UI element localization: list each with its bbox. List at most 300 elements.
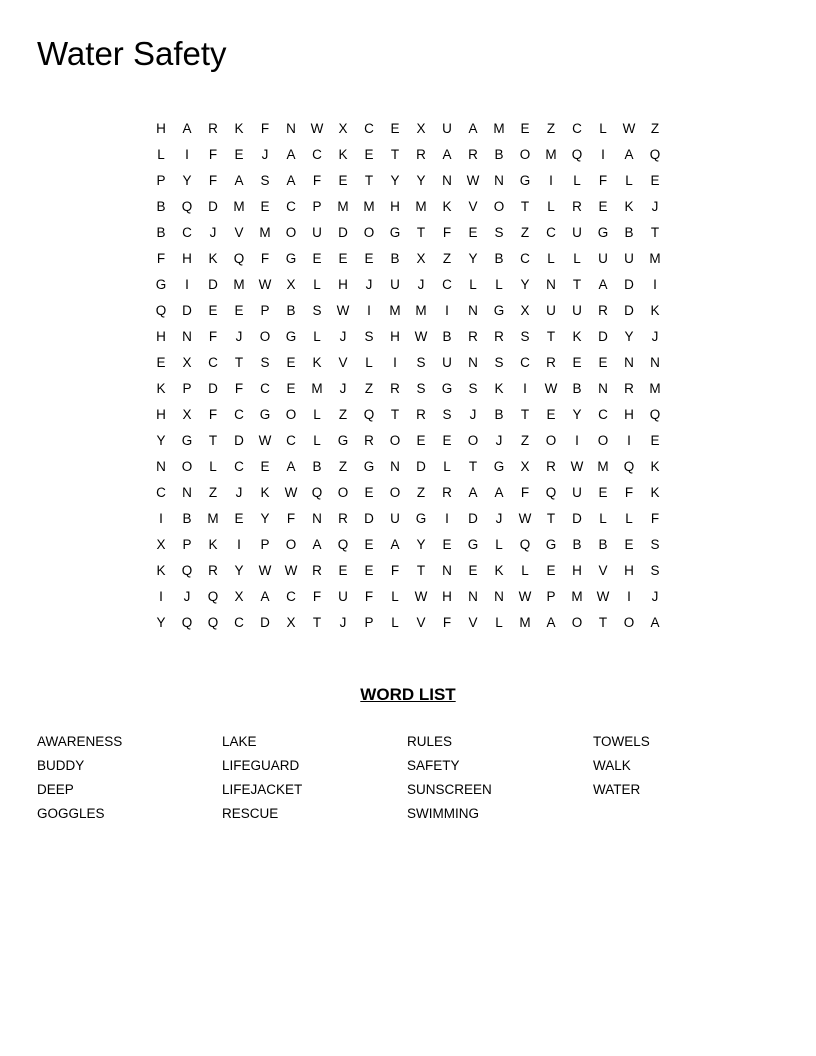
- grid-letter: H: [156, 407, 166, 422]
- grid-letter: J: [651, 589, 659, 604]
- grid-letter: N: [624, 355, 634, 370]
- grid-letter: O: [363, 225, 375, 240]
- grid-letter: A: [546, 615, 556, 630]
- grid-letter: J: [339, 381, 347, 396]
- grid-letter: G: [181, 433, 193, 448]
- grid-letter: Z: [442, 251, 452, 266]
- grid-letter: X: [182, 355, 192, 370]
- grid-letter: L: [313, 277, 321, 292]
- grid-row: [148, 402, 668, 428]
- grid-letter: Y: [468, 251, 478, 266]
- grid-letter: L: [365, 355, 373, 370]
- grid-letter: N: [442, 173, 452, 188]
- grid-letter: B: [494, 407, 504, 422]
- grid-letter: I: [367, 303, 371, 318]
- grid-letter: H: [156, 121, 166, 136]
- grid-letter: B: [494, 251, 504, 266]
- grid-letter: M: [545, 147, 557, 162]
- grid-letter: E: [442, 433, 452, 448]
- grid-letter: E: [520, 121, 530, 136]
- grid-letter: S: [260, 355, 270, 370]
- grid-letter: E: [416, 433, 426, 448]
- grid-letter: L: [573, 251, 581, 266]
- grid-letter: N: [286, 121, 296, 136]
- grid-letter: C: [520, 355, 530, 370]
- grid-letter: H: [442, 589, 452, 604]
- grid-letter: O: [545, 433, 557, 448]
- word-list-column: [222, 730, 402, 826]
- grid-letter: B: [442, 329, 452, 344]
- grid-letter: X: [416, 121, 426, 136]
- grid-letter: E: [650, 433, 660, 448]
- grid-letter: M: [493, 121, 505, 136]
- grid-letter: D: [208, 199, 218, 214]
- word-list-item: GOGGLES: [37, 806, 105, 821]
- grid-letter: W: [336, 303, 350, 318]
- grid-letter: E: [546, 407, 556, 422]
- grid-letter: A: [650, 615, 660, 630]
- grid-letter: Z: [338, 459, 348, 474]
- grid-letter: T: [312, 615, 322, 630]
- grid-letter: B: [390, 251, 400, 266]
- grid-letter: N: [494, 589, 504, 604]
- grid-letter: U: [598, 251, 608, 266]
- grid-letter: K: [338, 147, 348, 162]
- grid-letter: O: [285, 407, 297, 422]
- grid-letter: A: [312, 537, 322, 552]
- grid-letter: B: [598, 537, 608, 552]
- grid-letter: E: [338, 173, 348, 188]
- grid-letter: S: [468, 381, 478, 396]
- grid-letter: D: [338, 225, 348, 240]
- grid-letter: K: [156, 381, 166, 396]
- word-list-item: TOWELS: [593, 734, 650, 749]
- grid-letter: W: [258, 563, 272, 578]
- grid-letter: T: [234, 355, 244, 370]
- word-list-item: SAFETY: [407, 758, 460, 773]
- grid-letter: A: [468, 121, 478, 136]
- grid-letter: A: [494, 485, 504, 500]
- grid-letter: Y: [156, 433, 166, 448]
- grid-letter: J: [339, 615, 347, 630]
- grid-letter: O: [597, 433, 609, 448]
- grid-letter: L: [313, 407, 321, 422]
- grid-letter: S: [494, 355, 504, 370]
- word-list-item: SWIMMING: [407, 806, 479, 821]
- grid-letter: J: [339, 329, 347, 344]
- grid-letter: B: [156, 225, 166, 240]
- grid-letter: A: [286, 459, 296, 474]
- grid-row: [148, 298, 668, 324]
- grid-letter: V: [234, 225, 244, 240]
- grid-letter: F: [624, 485, 634, 500]
- grid-row: [148, 506, 668, 532]
- grid-letter: E: [234, 511, 244, 526]
- grid-letter: H: [390, 199, 400, 214]
- grid-letter: F: [442, 225, 452, 240]
- grid-letter: N: [390, 459, 400, 474]
- grid-letter: C: [286, 199, 296, 214]
- grid-letter: F: [208, 173, 218, 188]
- grid-letter: R: [338, 511, 348, 526]
- grid-letter: C: [312, 147, 322, 162]
- grid-letter: Y: [390, 173, 400, 188]
- grid-letter: R: [546, 459, 556, 474]
- grid-letter: T: [416, 563, 426, 578]
- grid-letter: E: [546, 563, 556, 578]
- grid-letter: W: [518, 511, 532, 526]
- grid-letter: G: [389, 225, 401, 240]
- grid-row: [148, 584, 668, 610]
- grid-letter: E: [650, 173, 660, 188]
- grid-letter: H: [390, 329, 400, 344]
- grid-letter: K: [234, 121, 244, 136]
- grid-letter: V: [468, 199, 478, 214]
- grid-letter: N: [546, 277, 556, 292]
- word-list-item: SUNSCREEN: [407, 782, 492, 797]
- grid-letter: E: [572, 355, 582, 370]
- grid-letter: N: [182, 329, 192, 344]
- grid-letter: Q: [181, 615, 193, 630]
- grid-letter: O: [285, 225, 297, 240]
- grid-row: [148, 610, 668, 636]
- word-list-item: WATER: [593, 782, 641, 797]
- grid-letter: E: [468, 225, 478, 240]
- grid-letter: L: [495, 537, 503, 552]
- grid-letter: L: [469, 277, 477, 292]
- grid-letter: C: [286, 589, 296, 604]
- grid-letter: R: [208, 121, 218, 136]
- grid-letter: C: [182, 225, 192, 240]
- grid-row: [148, 246, 668, 272]
- grid-letter: Z: [364, 381, 374, 396]
- grid-letter: R: [208, 563, 218, 578]
- grid-letter: E: [364, 485, 374, 500]
- grid-letter: A: [442, 147, 452, 162]
- grid-letter: W: [258, 277, 272, 292]
- grid-letter: W: [414, 329, 428, 344]
- grid-letter: L: [157, 147, 165, 162]
- grid-letter: F: [208, 329, 218, 344]
- grid-letter: A: [468, 485, 478, 500]
- grid-letter: B: [286, 303, 296, 318]
- grid-letter: F: [208, 147, 218, 162]
- grid-letter: L: [313, 329, 321, 344]
- grid-letter: O: [467, 433, 479, 448]
- grid-letter: J: [469, 407, 477, 422]
- grid-letter: I: [627, 433, 631, 448]
- word-list-item: AWARENESS: [37, 734, 123, 749]
- grid-letter: S: [260, 173, 270, 188]
- grid-letter: I: [159, 511, 163, 526]
- grid-letter: H: [156, 329, 166, 344]
- grid-letter: A: [182, 121, 192, 136]
- grid-letter: O: [389, 433, 401, 448]
- grid-letter: N: [494, 173, 504, 188]
- grid-letter: E: [286, 381, 296, 396]
- grid-letter: D: [364, 511, 374, 526]
- grid-letter: I: [549, 173, 553, 188]
- grid-letter: Y: [624, 329, 634, 344]
- grid-row: [148, 480, 668, 506]
- grid-letter: P: [260, 303, 270, 318]
- grid-letter: X: [182, 407, 192, 422]
- grid-letter: P: [182, 381, 192, 396]
- grid-letter: D: [208, 277, 218, 292]
- grid-letter: U: [572, 485, 582, 500]
- grid-letter: P: [546, 589, 556, 604]
- grid-letter: U: [390, 511, 400, 526]
- grid-letter: P: [182, 537, 192, 552]
- grid-letter: Y: [156, 615, 166, 630]
- grid-letter: L: [313, 433, 321, 448]
- grid-letter: N: [468, 355, 478, 370]
- grid-letter: G: [155, 277, 167, 292]
- grid-row: [148, 454, 668, 480]
- grid-letter: R: [364, 433, 374, 448]
- grid-letter: S: [442, 407, 452, 422]
- grid-letter: I: [393, 355, 397, 370]
- word-list-item: DEEP: [37, 782, 74, 797]
- grid-letter: I: [575, 433, 579, 448]
- word-list-column: [593, 730, 773, 802]
- grid-letter: L: [547, 251, 555, 266]
- grid-row: [148, 558, 668, 584]
- grid-letter: D: [624, 303, 634, 318]
- grid-letter: O: [519, 147, 531, 162]
- grid-letter: M: [415, 199, 427, 214]
- grid-letter: R: [494, 329, 504, 344]
- grid-letter: A: [390, 537, 400, 552]
- grid-letter: E: [260, 199, 270, 214]
- grid-letter: G: [597, 225, 609, 240]
- grid-letter: I: [601, 147, 605, 162]
- grid-letter: E: [364, 563, 374, 578]
- grid-letter: Z: [546, 121, 556, 136]
- grid-letter: Q: [519, 537, 531, 552]
- grid-letter: B: [156, 199, 166, 214]
- grid-letter: E: [598, 485, 608, 500]
- grid-letter: M: [415, 303, 427, 318]
- grid-letter: M: [389, 303, 401, 318]
- grid-letter: I: [653, 277, 657, 292]
- grid-letter: J: [417, 277, 425, 292]
- grid-letter: Q: [181, 563, 193, 578]
- grid-letter: T: [416, 225, 426, 240]
- grid-letter: X: [520, 459, 530, 474]
- grid-letter: M: [337, 199, 349, 214]
- grid-letter: X: [156, 537, 166, 552]
- grid-letter: D: [182, 303, 192, 318]
- grid-row: [148, 116, 668, 142]
- grid-letter: J: [495, 511, 503, 526]
- grid-letter: D: [234, 433, 244, 448]
- grid-letter: C: [546, 225, 556, 240]
- grid-letter: Z: [520, 225, 530, 240]
- grid-letter: F: [156, 251, 166, 266]
- grid-letter: L: [573, 173, 581, 188]
- grid-letter: E: [364, 537, 374, 552]
- grid-letter: G: [363, 459, 375, 474]
- grid-letter: Y: [260, 511, 270, 526]
- grid-letter: I: [523, 381, 527, 396]
- grid-letter: U: [546, 303, 556, 318]
- grid-letter: L: [599, 511, 607, 526]
- grid-letter: O: [493, 199, 505, 214]
- grid-letter: K: [572, 329, 582, 344]
- grid-letter: F: [520, 485, 530, 500]
- grid-letter: T: [546, 329, 556, 344]
- grid-row: [148, 324, 668, 350]
- grid-letter: Q: [337, 537, 349, 552]
- grid-letter: Q: [207, 615, 219, 630]
- grid-letter: U: [624, 251, 634, 266]
- grid-letter: G: [337, 433, 349, 448]
- grid-letter: E: [234, 147, 244, 162]
- grid-letter: S: [520, 329, 530, 344]
- page-title: Water Safety: [37, 35, 227, 72]
- grid-letter: Z: [208, 485, 218, 500]
- grid-letter: J: [261, 147, 269, 162]
- grid-letter: J: [365, 277, 373, 292]
- grid-letter: E: [338, 251, 348, 266]
- grid-letter: Z: [520, 433, 530, 448]
- grid-letter: U: [442, 355, 452, 370]
- grid-letter: D: [624, 277, 634, 292]
- grid-letter: E: [624, 537, 634, 552]
- grid-letter: S: [416, 381, 426, 396]
- grid-letter: D: [468, 511, 478, 526]
- grid-row: [148, 194, 668, 220]
- grid-letter: E: [598, 199, 608, 214]
- grid-letter: Y: [520, 277, 530, 292]
- grid-letter: P: [312, 199, 322, 214]
- grid-letter: C: [572, 121, 582, 136]
- grid-letter: N: [182, 485, 192, 500]
- grid-letter: D: [598, 329, 608, 344]
- grid-letter: R: [546, 355, 556, 370]
- grid-letter: Q: [649, 407, 661, 422]
- grid-letter: N: [468, 589, 478, 604]
- grid-letter: P: [156, 173, 166, 188]
- grid-letter: O: [389, 485, 401, 500]
- grid-letter: L: [625, 511, 633, 526]
- grid-letter: M: [649, 381, 661, 396]
- grid-letter: M: [233, 277, 245, 292]
- grid-letter: X: [286, 615, 296, 630]
- grid-letter: K: [442, 199, 452, 214]
- grid-letter: B: [572, 537, 582, 552]
- grid-letter: E: [468, 563, 478, 578]
- word-list-item: RESCUE: [222, 806, 279, 821]
- grid-letter: O: [571, 615, 583, 630]
- word-list-item: LIFEJACKET: [222, 782, 303, 797]
- grid-letter: B: [624, 225, 634, 240]
- grid-letter: J: [651, 199, 659, 214]
- grid-letter: K: [650, 303, 660, 318]
- grid-row: [148, 532, 668, 558]
- grid-letter: J: [209, 225, 217, 240]
- grid-row: [148, 428, 668, 454]
- grid-letter: T: [468, 459, 478, 474]
- grid-letter: T: [572, 277, 582, 292]
- grid-letter: X: [286, 277, 296, 292]
- grid-letter: C: [208, 355, 218, 370]
- grid-letter: L: [209, 459, 217, 474]
- grid-letter: N: [468, 303, 478, 318]
- grid-letter: V: [416, 615, 426, 630]
- grid-letter: F: [260, 251, 270, 266]
- word-list-item: BUDDY: [37, 758, 85, 773]
- grid-letter: L: [599, 121, 607, 136]
- grid-letter: U: [442, 121, 452, 136]
- grid-letter: W: [544, 381, 558, 396]
- grid-letter: T: [364, 173, 374, 188]
- grid-letter: G: [493, 303, 505, 318]
- grid-letter: K: [494, 563, 504, 578]
- grid-letter: E: [364, 251, 374, 266]
- grid-letter: U: [312, 225, 322, 240]
- grid-letter: H: [338, 277, 348, 292]
- grid-letter: M: [597, 459, 609, 474]
- grid-letter: G: [467, 537, 479, 552]
- grid-letter: B: [182, 511, 192, 526]
- grid-letter: I: [185, 147, 189, 162]
- grid-letter: V: [338, 355, 348, 370]
- grid-row: [148, 220, 668, 246]
- grid-row: [148, 350, 668, 376]
- grid-letter: R: [572, 199, 582, 214]
- grid-letter: Q: [207, 589, 219, 604]
- grid-letter: S: [364, 329, 374, 344]
- grid-letter: G: [285, 329, 297, 344]
- grid-letter: F: [364, 589, 374, 604]
- word-list-item: LIFEGUARD: [222, 758, 300, 773]
- grid-letter: C: [156, 485, 166, 500]
- grid-letter: B: [572, 381, 582, 396]
- grid-letter: Z: [650, 121, 660, 136]
- word-list-column: [37, 730, 217, 826]
- grid-letter: W: [284, 563, 298, 578]
- grid-letter: F: [442, 615, 452, 630]
- grid-letter: M: [649, 251, 661, 266]
- grid-letter: E: [234, 303, 244, 318]
- grid-letter: F: [208, 407, 218, 422]
- grid-letter: A: [598, 277, 608, 292]
- grid-letter: Y: [416, 173, 426, 188]
- grid-letter: Q: [233, 251, 245, 266]
- grid-letter: D: [260, 615, 270, 630]
- grid-letter: W: [284, 485, 298, 500]
- grid-letter: Q: [363, 407, 375, 422]
- grid-letter: J: [651, 329, 659, 344]
- grid-letter: U: [338, 589, 348, 604]
- grid-letter: A: [286, 147, 296, 162]
- grid-letter: Q: [623, 459, 635, 474]
- grid-letter: E: [260, 459, 270, 474]
- grid-letter: M: [571, 589, 583, 604]
- grid-letter: R: [468, 329, 478, 344]
- grid-letter: E: [338, 563, 348, 578]
- grid-letter: W: [622, 121, 636, 136]
- grid-letter: L: [443, 459, 451, 474]
- grid-letter: K: [650, 459, 660, 474]
- grid-letter: K: [208, 251, 218, 266]
- grid-letter: X: [234, 589, 244, 604]
- grid-letter: L: [521, 563, 529, 578]
- grid-letter: C: [442, 277, 452, 292]
- grid-letter: Q: [649, 147, 661, 162]
